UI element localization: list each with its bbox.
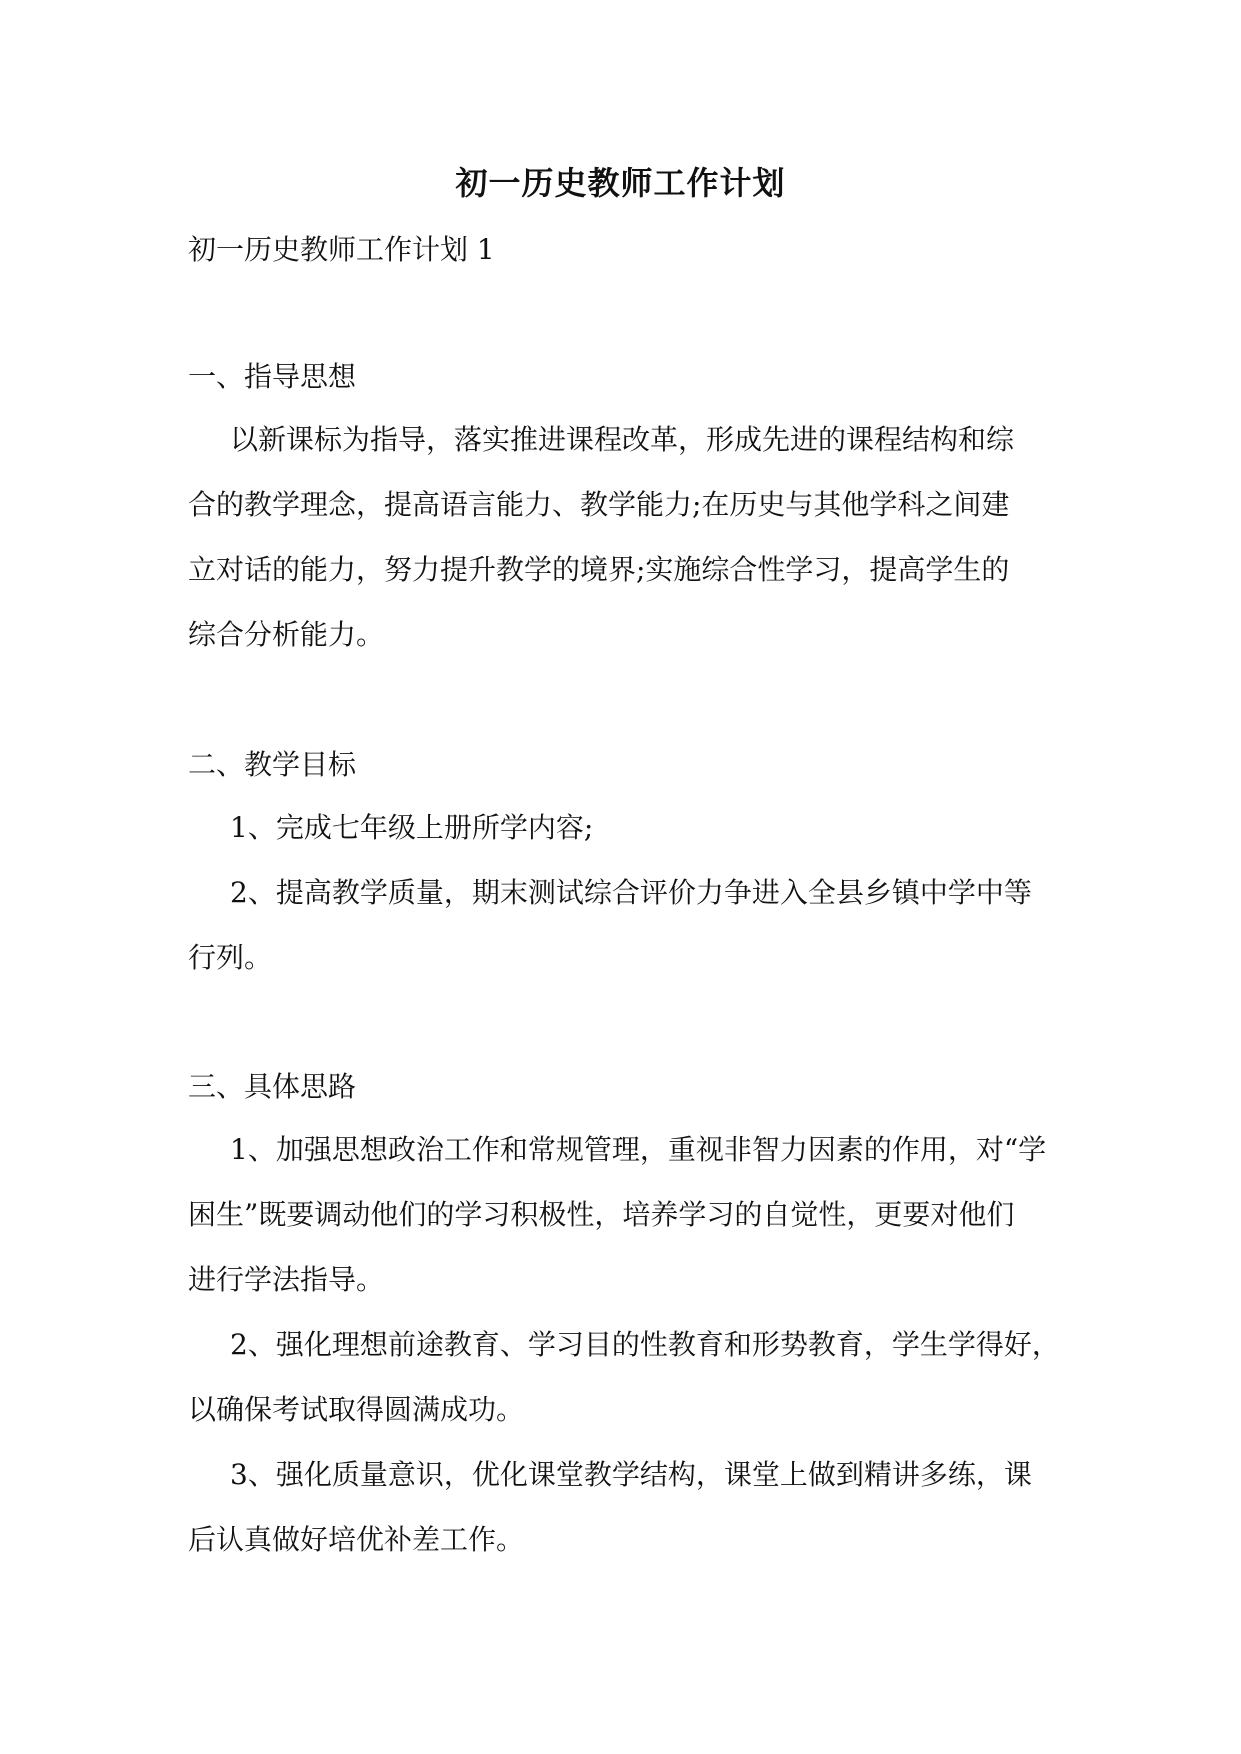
list-item: 2、提高教学质量，期末测试综合评价力争进入全县乡镇中学中等: [230, 876, 1032, 909]
list-item: 2、强化理想前途教育、学习目的性教育和形势教育，学生学得好，: [230, 1328, 1060, 1361]
list-item: 3、强化质量意识，优化课堂教学结构，课堂上做到精讲多练，课: [230, 1458, 1032, 1491]
list-item-continuation: 以确保考试取得圆满成功。: [188, 1393, 525, 1426]
list-item: 1、加强思想政治工作和常规管理，重视非智力因素的作用，对“学: [230, 1133, 1047, 1166]
document-title: 初一历史教师工作计划: [455, 164, 786, 202]
section-heading-specific-approach: 三、具体思路: [188, 1070, 357, 1103]
paragraph-line: 立对话的能力，努力提升教学的境界;实施综合性学习，提高学生的: [188, 553, 1010, 586]
list-item: 1、完成七年级上册所学内容;: [230, 811, 594, 844]
paragraph-line: 合的教学理念，提高语言能力、教学能力;在历史与其他学科之间建: [188, 488, 1010, 521]
paragraph-line: 综合分析能力。: [188, 618, 385, 651]
list-item-continuation: 进行学法指导。: [188, 1263, 385, 1296]
section-heading-guiding-ideology: 一、指导思想: [188, 360, 357, 393]
paragraph-line: 以新课标为指导，落实推进课程改革，形成先进的课程结构和综: [230, 423, 1015, 456]
section-heading-teaching-goals: 二、教学目标: [188, 748, 357, 781]
list-item-continuation: 行列。: [188, 941, 273, 974]
list-item-continuation: 困生”既要调动他们的学习积极性，培养学习的自觉性，更要对他们: [188, 1198, 1015, 1231]
list-item-continuation: 后认真做好培优补差工作。: [188, 1523, 525, 1556]
document-subtitle: 初一历史教师工作计划 1: [188, 233, 495, 266]
